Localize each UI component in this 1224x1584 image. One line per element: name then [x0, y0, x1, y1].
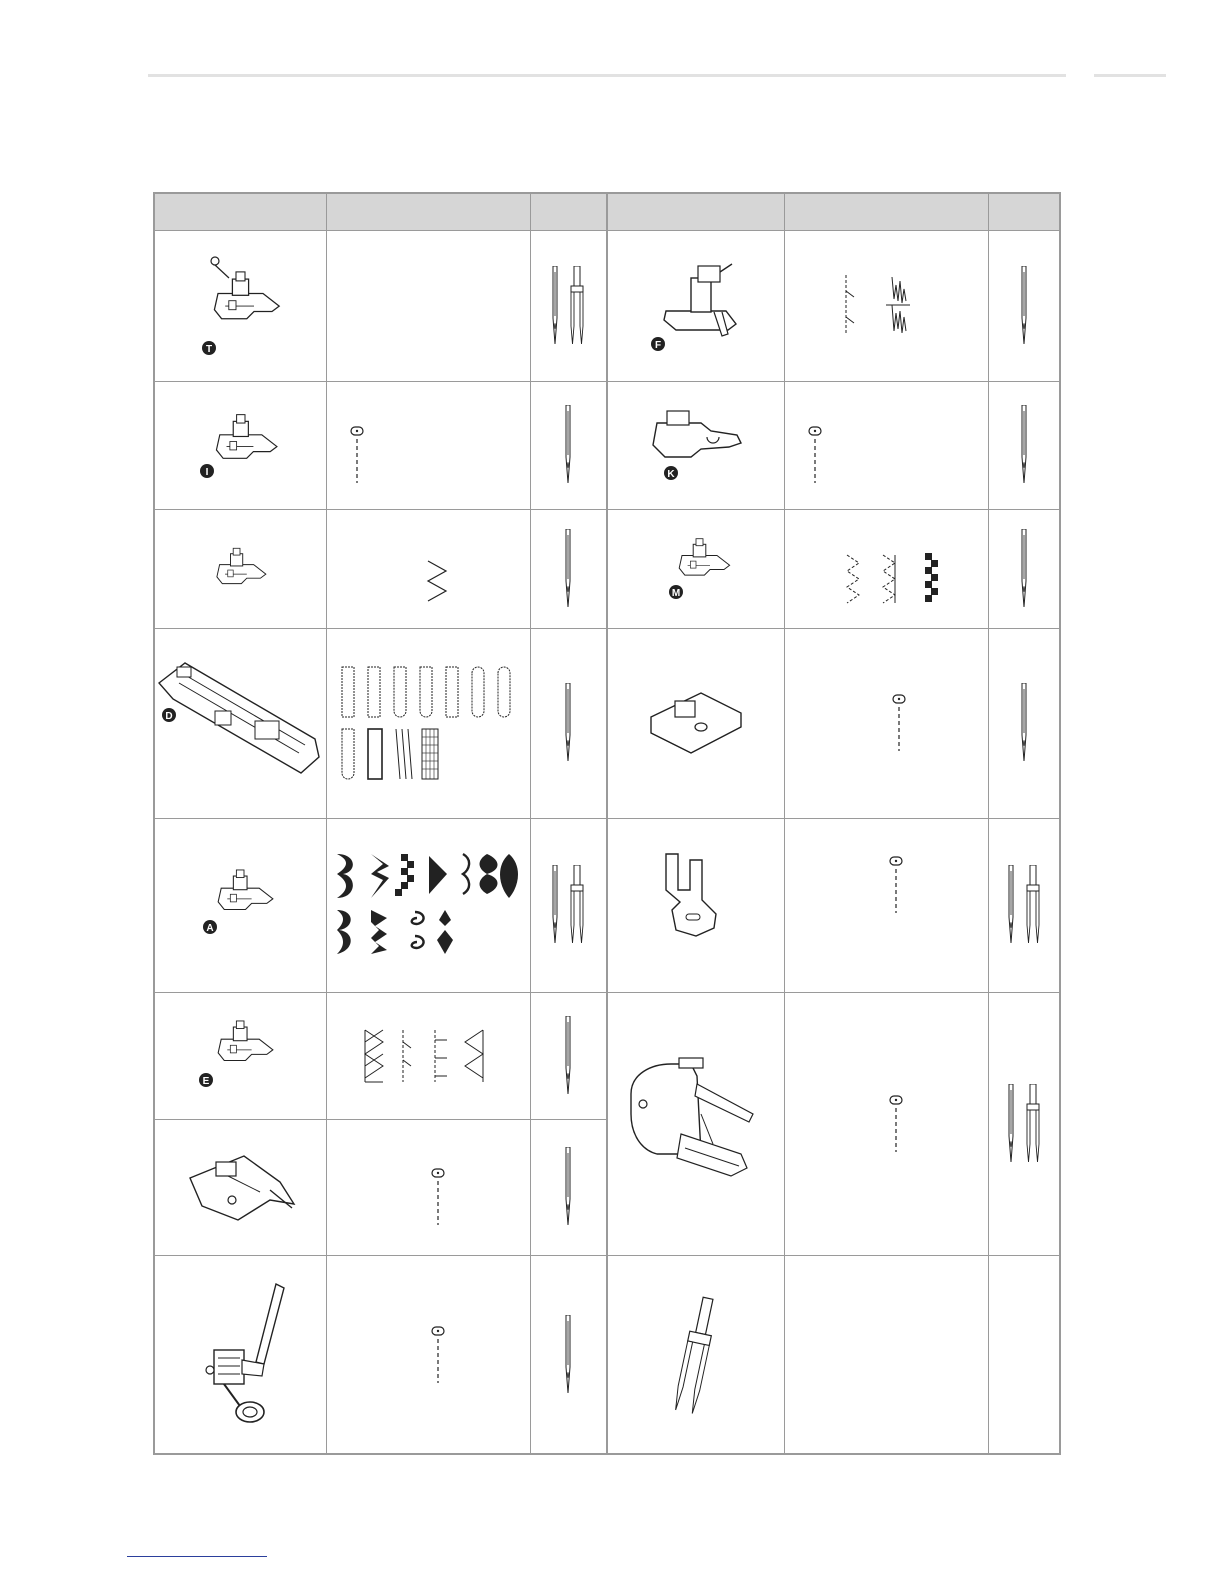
stitch-cell [326, 819, 530, 992]
needle-cell [988, 992, 1060, 1256]
foot-k-cell [607, 382, 784, 509]
presser-foot-t-icon [185, 256, 295, 356]
straight-stitch-icon [428, 1325, 448, 1385]
footer-link-underline[interactable] [127, 1556, 267, 1557]
presser-foot-button-icon [641, 683, 751, 763]
header-foot-col [154, 193, 326, 231]
foot-letter-m: M [671, 587, 680, 599]
header-stitch-col [326, 193, 530, 231]
needle-cell [988, 819, 1060, 992]
presser-foot-k-icon [641, 405, 751, 485]
foot-letter-a: A [206, 923, 214, 935]
needle-cell [530, 509, 607, 628]
twin-needle-large-icon [671, 1295, 721, 1415]
straight-stitch-icon [805, 425, 825, 485]
table-row [154, 992, 1060, 1119]
darning-foot-icon [180, 1280, 300, 1430]
single-needle-icon [1017, 266, 1031, 346]
foot-letter-k: K [667, 469, 675, 481]
presser-foot-zigzag-icon [200, 539, 280, 599]
presser-foot-f-icon [636, 256, 756, 356]
stitch-cell [784, 1256, 988, 1454]
stitch-cell [784, 819, 988, 992]
foot-d-cell [154, 628, 326, 818]
presser-foot-m-icon [646, 534, 746, 604]
foot-a-cell [154, 819, 326, 992]
foot-i-cell [154, 382, 326, 509]
foot-letter-i: I [205, 467, 209, 479]
foot-t-cell [154, 231, 326, 382]
header-rule-side [1094, 74, 1166, 77]
stitch-cell [326, 1256, 530, 1454]
needle-cell [988, 231, 1060, 382]
buttonhole-foot-d-icon [155, 653, 325, 793]
quarter-inch-foot-cell [154, 1119, 326, 1255]
straight-stitch-icon [347, 425, 367, 485]
header-rule [148, 74, 1066, 77]
needle-pair-icon [1000, 865, 1048, 945]
needle-pair-icon [544, 865, 592, 945]
stitch-cell [784, 509, 988, 628]
table-header-row [154, 193, 1060, 231]
foot-j-cell [154, 509, 326, 628]
needle-cell [530, 231, 607, 382]
table-row [154, 1256, 1060, 1454]
foot-letter-t: T [206, 344, 213, 356]
single-needle-icon [561, 1016, 575, 1096]
needle-cell [530, 1119, 607, 1255]
twin-needle-cell [607, 1256, 784, 1454]
straight-stitch-icon [886, 1094, 906, 1154]
stitch-cell [326, 509, 530, 628]
needle-cell [530, 1256, 607, 1454]
needle-cell [988, 628, 1060, 818]
presser-foot-e-icon [190, 1016, 290, 1096]
foot-letter-d: D [165, 711, 173, 723]
single-needle-icon [561, 405, 575, 485]
open-toe-foot-icon [656, 850, 736, 960]
needle-cell [988, 1256, 1060, 1454]
foot-m-cell [607, 509, 784, 628]
quarter-inch-foot-icon [180, 1142, 300, 1232]
foot-blindhem-cell [607, 628, 784, 818]
needle-cell [530, 992, 607, 1119]
single-needle-icon [1017, 683, 1031, 763]
foot-darning-cell [607, 819, 784, 992]
satin-decorative-stitches-icon [335, 850, 521, 960]
header-needle-col [530, 193, 607, 231]
presser-foot-table [153, 192, 1061, 1455]
needle-cell [988, 382, 1060, 509]
table-row [154, 509, 1060, 628]
single-needle-icon [561, 1147, 575, 1227]
stitch-cell [784, 628, 988, 818]
stitch-cell [326, 992, 530, 1119]
buttonhole-stitches-icon [338, 663, 518, 783]
walking-foot-cell [607, 992, 784, 1256]
table-row [154, 231, 1060, 382]
needle-pair-icon [1000, 1084, 1048, 1164]
needle-cell [530, 628, 607, 818]
needle-cell [530, 382, 607, 509]
stitch-cell [326, 231, 530, 382]
table-row [154, 628, 1060, 818]
overlock-stitch-icon [843, 551, 953, 611]
needle-cell [530, 819, 607, 992]
single-needle-icon [561, 529, 575, 609]
straight-stitch-icon [886, 855, 906, 915]
foot-f-cell [607, 231, 784, 382]
single-needle-icon [1017, 405, 1031, 485]
foot-letter-f: F [654, 340, 661, 352]
stitch-cell [784, 231, 988, 382]
overedge-stitches-icon [363, 1026, 493, 1086]
stitch-cell [326, 382, 530, 509]
table-row [154, 382, 1060, 509]
straight-stitch-icon [428, 1167, 448, 1227]
header-needle-col-2 [988, 193, 1060, 231]
needle-pair-icon [544, 266, 592, 346]
needle-cell [988, 509, 1060, 628]
header-stitch-col-2 [784, 193, 988, 231]
stitch-cell [326, 628, 530, 818]
stitch-cell [326, 1119, 530, 1255]
presser-foot-i-icon [185, 405, 295, 485]
foot-letter-e: E [202, 1075, 210, 1087]
walking-foot-icon [621, 1054, 771, 1194]
darning-foot-cell [154, 1256, 326, 1454]
foot-e-cell [154, 992, 326, 1119]
overcast-stitch-icon [826, 271, 946, 341]
presser-foot-a-icon [190, 865, 290, 945]
stitch-cell [784, 382, 988, 509]
single-needle-icon [561, 683, 575, 763]
single-needle-icon [561, 1315, 575, 1395]
header-foot-col-2 [607, 193, 784, 231]
table-row [154, 819, 1060, 992]
straight-stitch-icon [889, 693, 909, 753]
single-needle-icon [1017, 529, 1031, 609]
zigzag-stitch-icon [426, 559, 450, 609]
stitch-cell [784, 992, 988, 1256]
